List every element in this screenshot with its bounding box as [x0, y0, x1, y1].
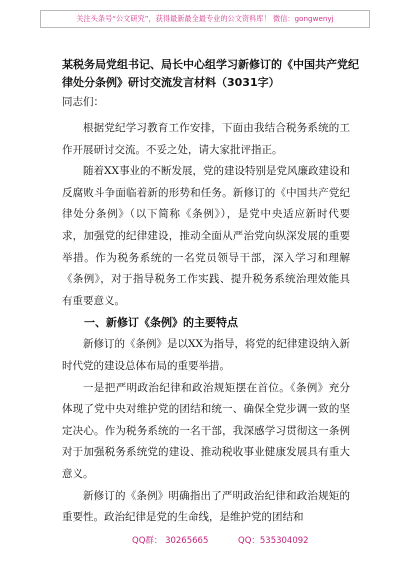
paragraph-section-1: 新修订的《条例》是以XX为指导，将党的纪律建设纳入新时代党的建设总体布局的重要举措。: [62, 338, 350, 372]
salutation: 同志们：: [62, 96, 104, 108]
paragraph-section-3: 新修订的《条例》明确指出了严明政治纪律和政治规矩的重要性。政治纪律是党的生命线，是维护党的团结和: [62, 489, 350, 524]
paragraph-intro: 根据党纪学习教育工作安排，下面由我结合税务系统的工作开展研讨交流。不妥之处，请大家批评指正。: [62, 122, 350, 156]
document-body: [62, 118, 350, 529]
paragraph-background: 随着XX事业的不断发展，党的建设特别是党风廉政建设和反腐败斗争面临着新的形势和任务。新修订的《中国共产党纪律处分条例》（以下简称《条例》），是党中央适应新时代要求，加强党的纪律建设，推动全面从严治党向纵深发展的重要举措。作为税务系统的一名党员领导干部，深入学习和理解《条例》，对于指导税务工作实践、提升税务系统治理效能具有重要意义。: [62, 165, 350, 307]
document-title: 某税务局党组书记、局长中心组学习新修订的《中国共产党纪律处分条例》研讨交流发言材料（3031字）: [62, 58, 359, 89]
promo-banner: 关注头条号“公文研究”，获得最新最全最专业的公文资料库！ 微信：gongwenyj: [40, 10, 370, 28]
page-footer: [0, 534, 408, 548]
qq-contact-number: QQ：535304092: [238, 536, 309, 546]
qq-group-number: QQ群： 30265665: [132, 536, 209, 546]
paragraph-section-2: 一是把严明政治纪律和政治规矩摆在首位。《条例》充分体现了党中央对维护党的团结和统一、确保全党步调一致的坚定决心。作为税务系统的一名干部，我深感学习贯彻这一条例对于加强税务系统党的建设、推动税收事业健康发展具有重大意义。: [62, 381, 350, 480]
section-heading: 一、新修订《条例》的主要特点: [84, 316, 238, 330]
